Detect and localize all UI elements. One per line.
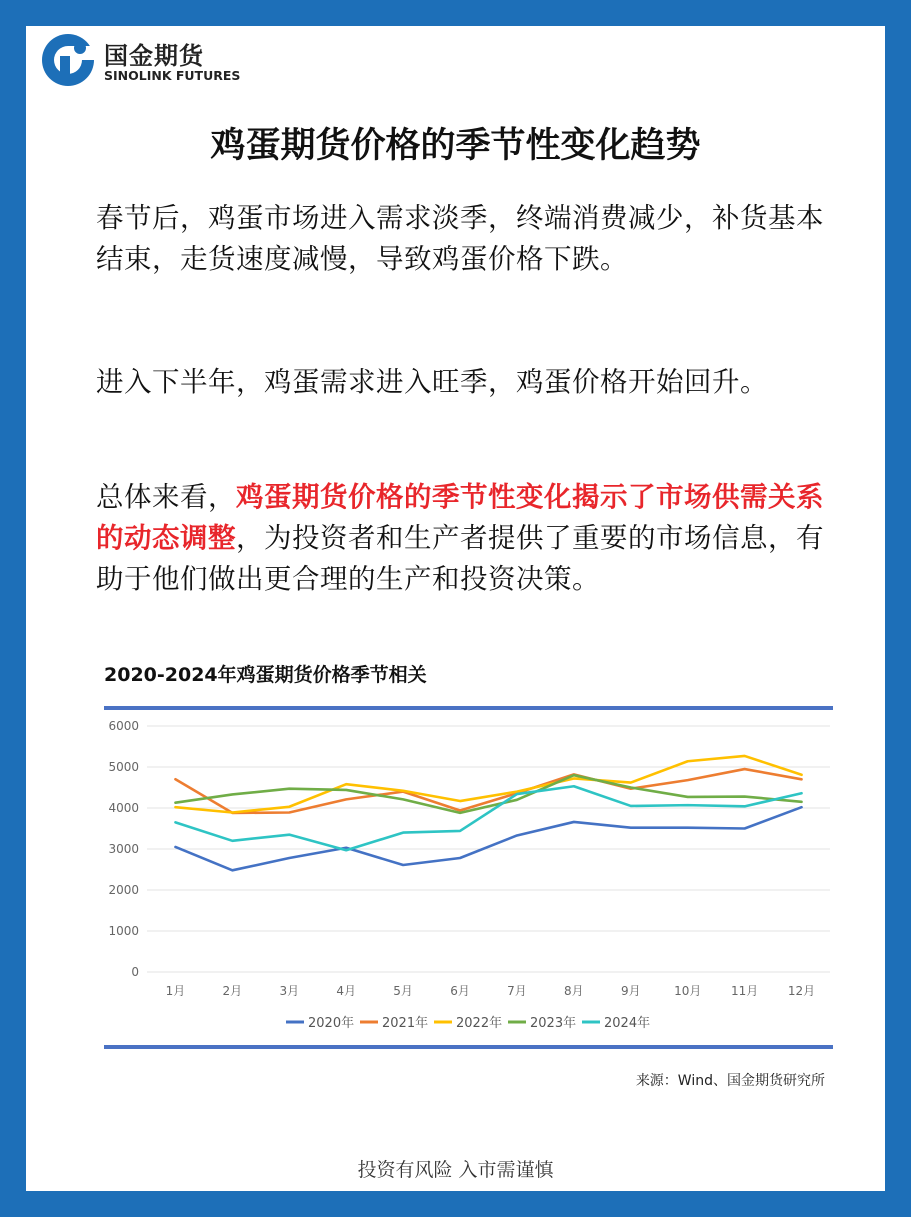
x-tick-label: 1月 [165, 984, 186, 998]
x-tick-label: 8月 [564, 984, 584, 998]
brand-name-en: SINOLINK FUTURES [104, 68, 241, 83]
y-tick-label: 6000 [108, 719, 139, 733]
paragraph-3-highlight: 鸡蛋期货价格的季节性变化揭示了市场供需关系的动态调整 [96, 481, 824, 554]
y-tick-label: 5000 [108, 760, 139, 774]
x-tick-label: 4月 [336, 984, 357, 998]
legend-label: 2024年 [604, 1016, 651, 1031]
x-tick-label: 3月 [279, 984, 300, 998]
paragraph-3-lead: 总体来看， [96, 481, 236, 513]
legend-label: 2021年 [382, 1016, 429, 1031]
y-tick-label: 4000 [108, 801, 139, 815]
x-tick-label: 7月 [507, 984, 527, 998]
paragraph-3 [96, 477, 836, 600]
x-tick-label: 9月 [620, 984, 641, 998]
risk-disclaimer: 投资有风险 入市需谨慎 [357, 1159, 554, 1181]
x-tick-label: 12月 [787, 984, 816, 998]
x-tick-label: 2月 [222, 984, 243, 998]
page-title: 鸡蛋期货价格的季节性变化趋势 [210, 126, 701, 166]
y-tick-label: 3000 [108, 842, 139, 856]
x-tick-label: 11月 [730, 984, 759, 998]
chart-title: 2020-2024年鸡蛋期货价格季节相关 [104, 664, 427, 686]
brand-logo [40, 32, 280, 92]
legend-label: 2020年 [308, 1016, 355, 1031]
legend-label: 2022年 [456, 1016, 503, 1031]
paragraph-1: 春节后，鸡蛋市场进入需求淡季，终端消费减少，补货基本结束，走货速度减慢，导致鸡蛋价格下跌。 [96, 202, 824, 275]
y-tick-label: 2000 [108, 883, 139, 897]
paragraph-2: 进入下半年，鸡蛋需求进入旺季，鸡蛋价格开始回升。 [96, 366, 768, 398]
paragraph-3-tail: ，为投资者和生产者提供了重要的市场信息，有助于他们做出更合理的生产和投资决策。 [96, 522, 824, 595]
y-tick-label: 0 [131, 965, 139, 979]
x-tick-label: 6月 [450, 984, 470, 998]
brand-name-cn: 国金期货 [104, 42, 204, 70]
source-note: 来源：Wind、国金期货研究所 [635, 1073, 825, 1089]
x-tick-label: 5月 [393, 984, 413, 998]
legend-label: 2023年 [530, 1016, 577, 1031]
x-tick-label: 10月 [674, 984, 702, 998]
sinolink-logo-icon [40, 32, 96, 88]
y-tick-label: 1000 [108, 924, 139, 938]
